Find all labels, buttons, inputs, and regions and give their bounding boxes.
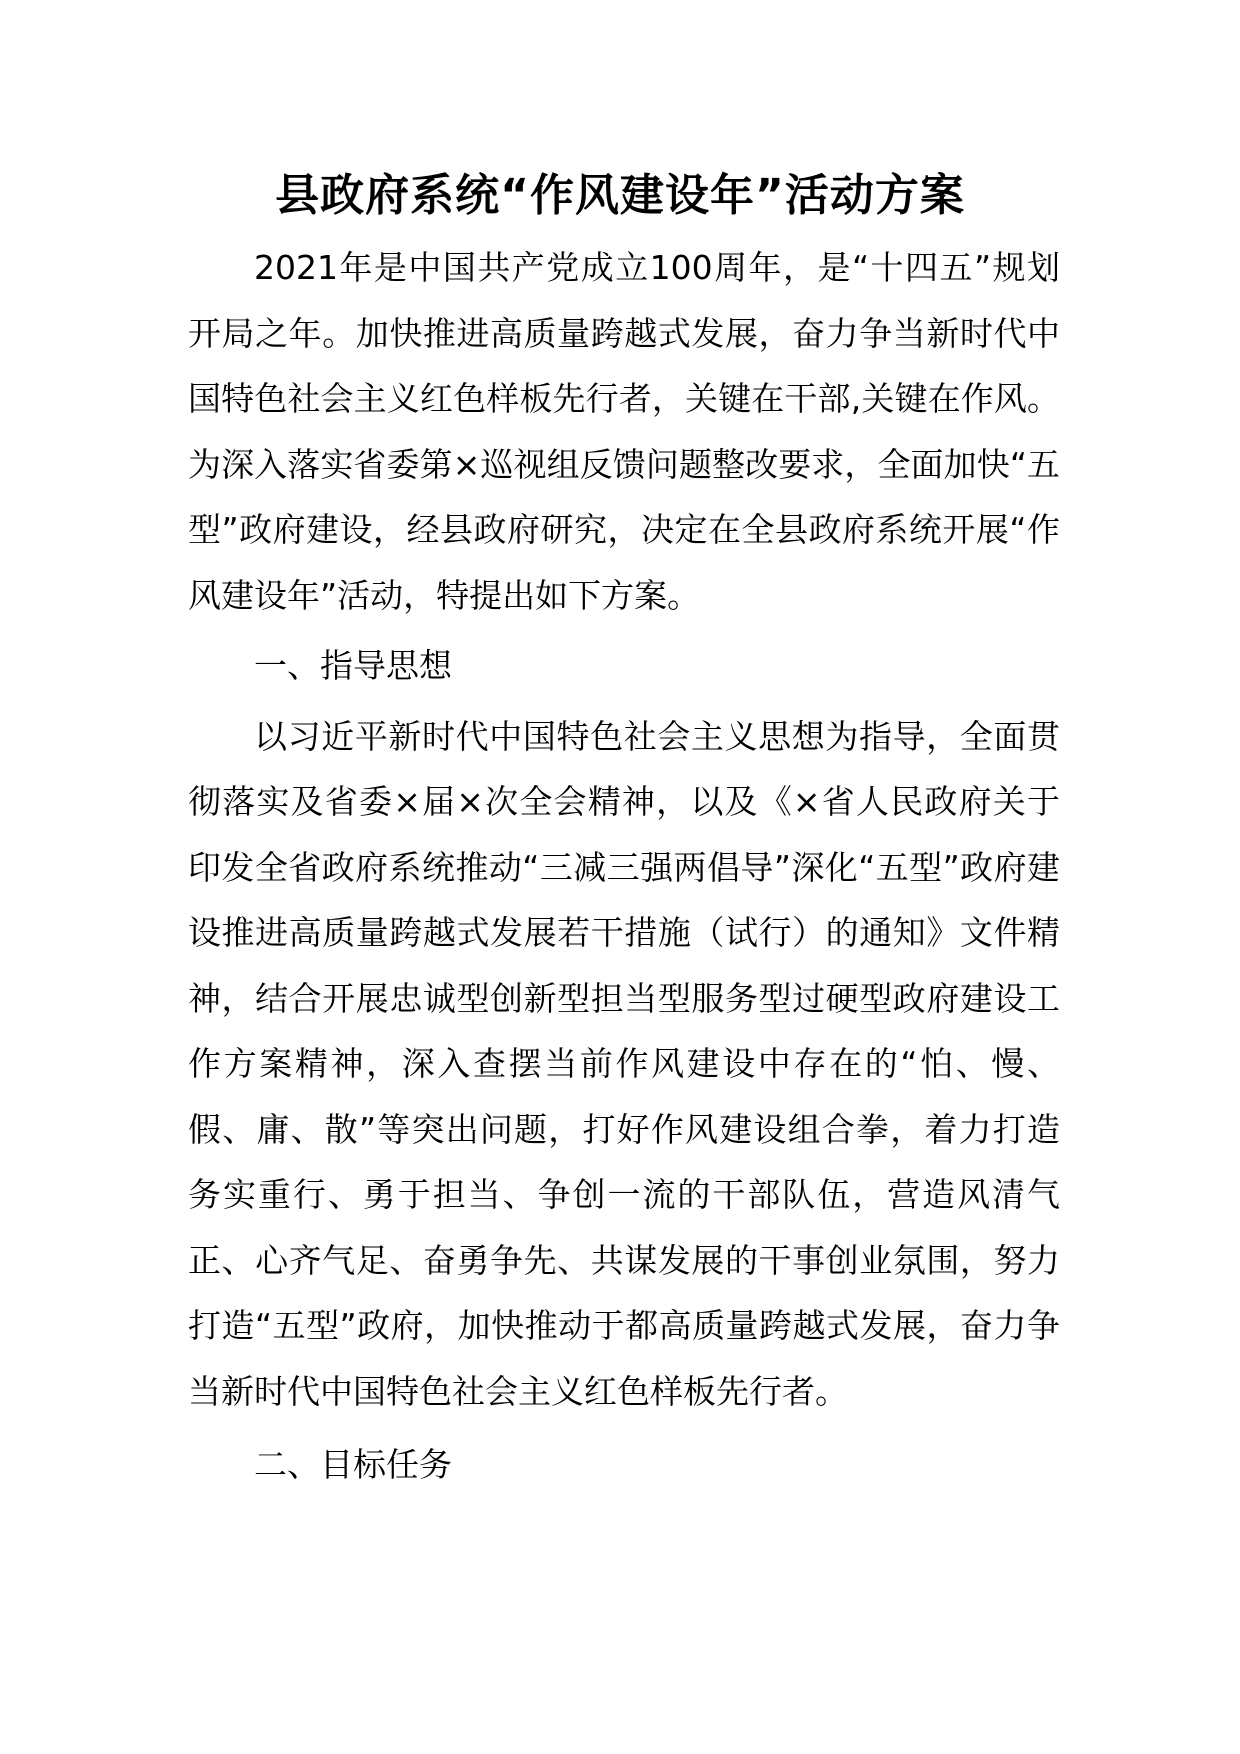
- section-heading-goals-tasks: 二、目标任务: [254, 1445, 452, 1484]
- document-title: 县政府系统“作风建设年”活动方案: [275, 170, 965, 221]
- intro-paragraph: 2021年是中国共产党成立100周年，是“十四五”规划开局之年。加快推进高质量跨越式发展，奋力争当新时代中国特色社会主义红色样板先行者，关键在干部,关键在作风。为深入落实省委第×巡视组反馈问题整改要求，全面加快“五型”政府建设，经县政府研究，决定在全县政府系统开展“作风建设年”活动，特提出如下方案。: [188, 248, 1060, 615]
- document-body: [188, 235, 1060, 1498]
- guiding-ideology-paragraph: 以习近平新时代中国特色社会主义思想为指导，全面贯彻落实及省委×届×次全会精神，以及《×省人民政府关于印发全省政府系统推动“三减三强两倡导”深化“五型”政府建设推进高质量跨越式发展若干措施（试行）的通知》文件精神，结合开展忠诚型创新型担当型服务型过硬型政府建设工作方案精神，深入查摆当前作风建设中存在的“怕、慢、假、庸、散”等突出问题，打好作风建设组合拳，着力打造务实重行、勇于担当、争创一流的干部队伍，营造风清气正、心齐气足、奋勇争先、共谋发展的干事创业氛围，努力打造“五型”政府，加快推动于都高质量跨越式发展，奋力争当新时代中国特色社会主义红色样板先行者。: [188, 716, 1060, 1411]
- section-heading-guiding-ideology: 一、指导思想: [254, 646, 452, 685]
